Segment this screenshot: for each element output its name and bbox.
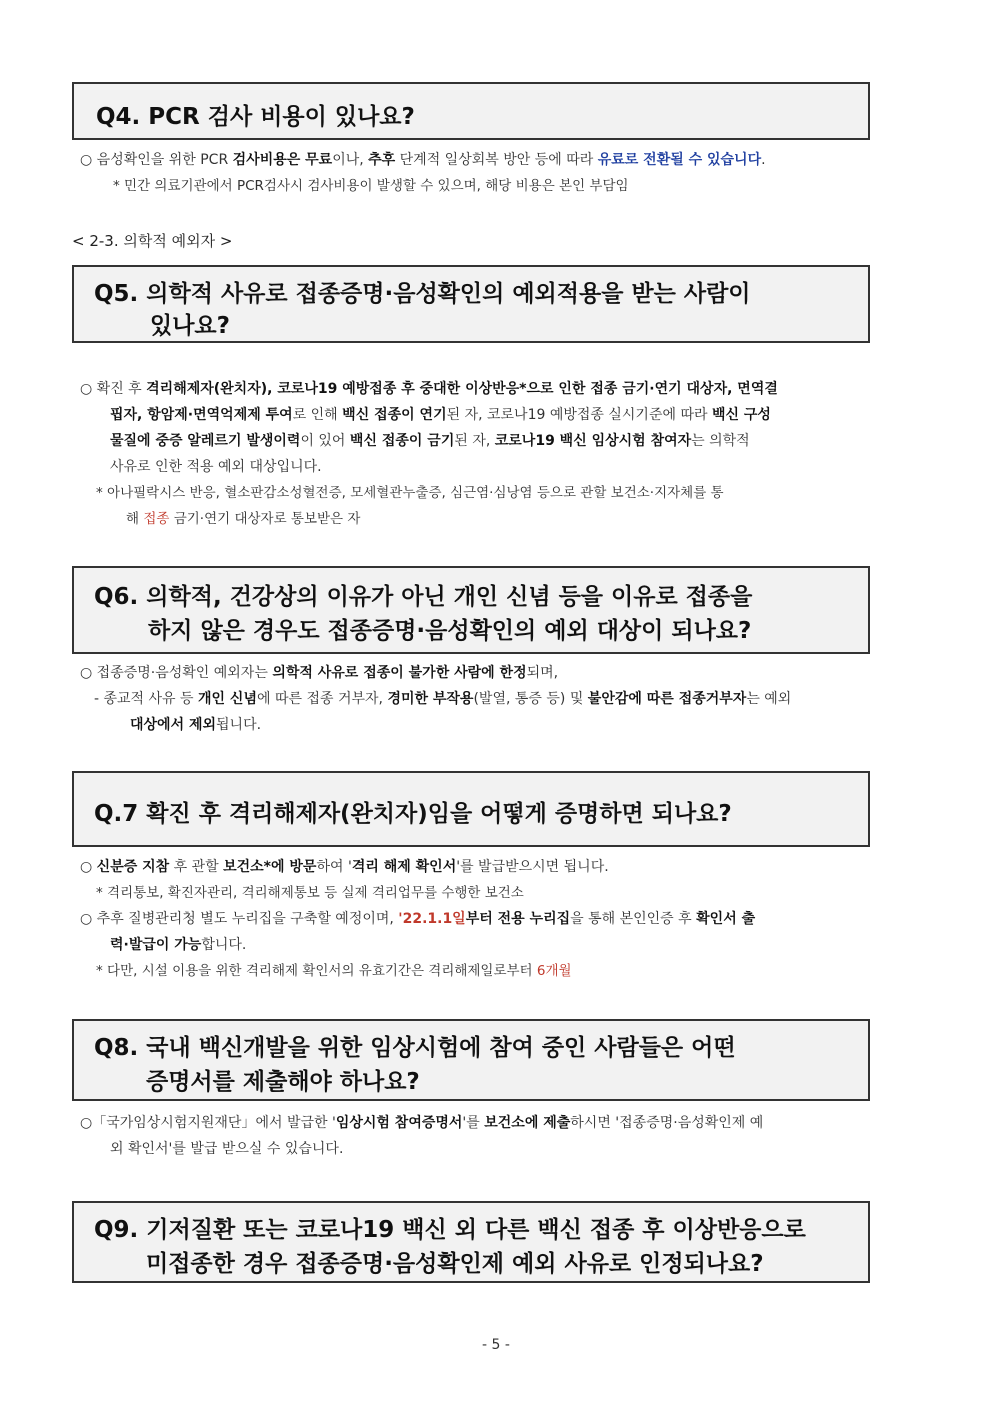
q6-answer-line3: 대상에서 제외됩니다. <box>130 717 262 733</box>
q5-answer <box>80 376 922 532</box>
q4-answer-line: ○ 음성확인을 위한 PCR 검사비용은 무료이나, 추후 단계적 일상회복 방안 등에 따라 유료로 전환될 수 있습니다. <box>80 152 766 168</box>
q6-question-box <box>72 566 870 654</box>
q6-answer-line1: ○ 접종증명·음성확인 예외자는 의학적 사유로 접종이 불가한 사람에 한정되며, <box>80 665 559 681</box>
q4-answer <box>80 147 922 199</box>
q5-answer-line4: 사유로 인한 적용 예외 대상입니다. <box>110 459 322 475</box>
q8-title-line2: 증명서를 제출해야 하나요? <box>146 1069 420 1095</box>
q5-answer-line2: 핍자, 항암제·면역억제제 투여로 인해 백신 접종이 연기된 자, 코로나19 예방접종 실시기준에 따라 백신 구성 <box>110 407 771 423</box>
q8-title-line1: Q8. 국내 백신개발을 위한 임상시험에 참여 중인 사람들은 어떤 <box>94 1035 736 1061</box>
q6-title-line1: Q6. 의학적, 건강상의 이유가 아닌 개인 신념 등을 이유로 접종을 <box>94 584 753 610</box>
q4-question-box <box>72 82 870 140</box>
q5-note-line1: * 아나필락시스 반응, 혈소판감소성혈전증, 모세혈관누출증, 심근염·심낭염 등으로 관할 보건소·지자체를 통 <box>96 485 724 501</box>
q8-question-box <box>72 1019 870 1101</box>
q8-answer <box>80 1110 922 1162</box>
q4-title: Q4. PCR 검사 비용이 있나요? <box>96 104 415 130</box>
q4-note: * 민간 의료기관에서 PCR검사시 검사비용이 발생할 수 있으며, 해당 비용은 본인 부담임 <box>113 178 629 194</box>
q5-answer-line1: ○ 확진 후 격리해제자(완치자), 코로나19 예방접종 후 중대한 이상반응*으로 인한 접종 금기·연기 대상자, 면역결 <box>80 381 778 397</box>
q9-title-line1: Q9. 기저질환 또는 코로나19 백신 외 다른 백신 접종 후 이상반응으로 <box>94 1217 806 1243</box>
q6-title-line2: 하지 않은 경우도 접종증명·음성확인의 예외 대상이 되나요? <box>148 618 752 644</box>
q9-question-box <box>72 1201 870 1283</box>
q5-note-line2: 해 접종 금기·연기 대상자로 통보받은 자 <box>126 511 361 527</box>
q7-answer-line2: ○ 추후 질병관리청 별도 누리집을 구축할 예정이며, '22.1.1일부터 전용 누리집을 통해 본인인증 후 확인서 출 <box>80 911 756 927</box>
q7-note1: * 격리통보, 확진자관리, 격리해제통보 등 실제 격리업무를 수행한 보건소 <box>96 885 524 901</box>
q5-title-line2: 있나요? <box>150 313 230 339</box>
q7-question-box <box>72 771 870 847</box>
q5-answer-line3: 물질에 중증 알레르기 발생이력이 있어 백신 접종이 금기된 자, 코로나19 백신 임상시험 참여자는 의학적 <box>110 433 750 449</box>
q5-question-box <box>72 265 870 343</box>
q6-answer-line2: - 종교적 사유 등 개인 신념에 따른 접종 거부자, 경미한 부작용(발열, 통증 등) 및 불안감에 따른 접종거부자는 예외 <box>94 691 792 707</box>
q8-answer-line2: 외 확인서'를 발급 받으실 수 있습니다. <box>110 1141 344 1157</box>
page-number: - 5 - <box>482 1337 510 1353</box>
q8-answer-line1: ○「국가임상시험지원재단」에서 발급한 '임상시험 참여증명서'를 보건소에 제출하시면 '접종증명·음성확인제 예 <box>80 1115 764 1131</box>
q7-answer-line3: 력·발급이 가능합니다. <box>110 937 247 953</box>
q9-title-line2: 미접종한 경우 접종증명·음성확인제 예외 사유로 인정되나요? <box>146 1251 764 1277</box>
q7-answer <box>80 854 922 984</box>
section-title: < 2-3. 의학적 예외자 > <box>72 232 233 250</box>
q7-answer-line1: ○ 신분증 지참 후 관할 보건소*에 방문하여 '격리 해제 확인서'를 발급받으시면 됩니다. <box>80 859 609 875</box>
q5-title-line1: Q5. 의학적 사유로 접종증명·음성확인의 예외적용을 받는 사람이 <box>94 281 751 307</box>
q7-title: Q.7 확진 후 격리해제자(완치자)임을 어떻게 증명하면 되나요? <box>94 801 732 827</box>
q7-note2: * 다만, 시설 이용을 위한 격리해제 확인서의 유효기간은 격리해제일로부터 6개월 <box>96 963 572 979</box>
q6-answer <box>80 660 922 738</box>
